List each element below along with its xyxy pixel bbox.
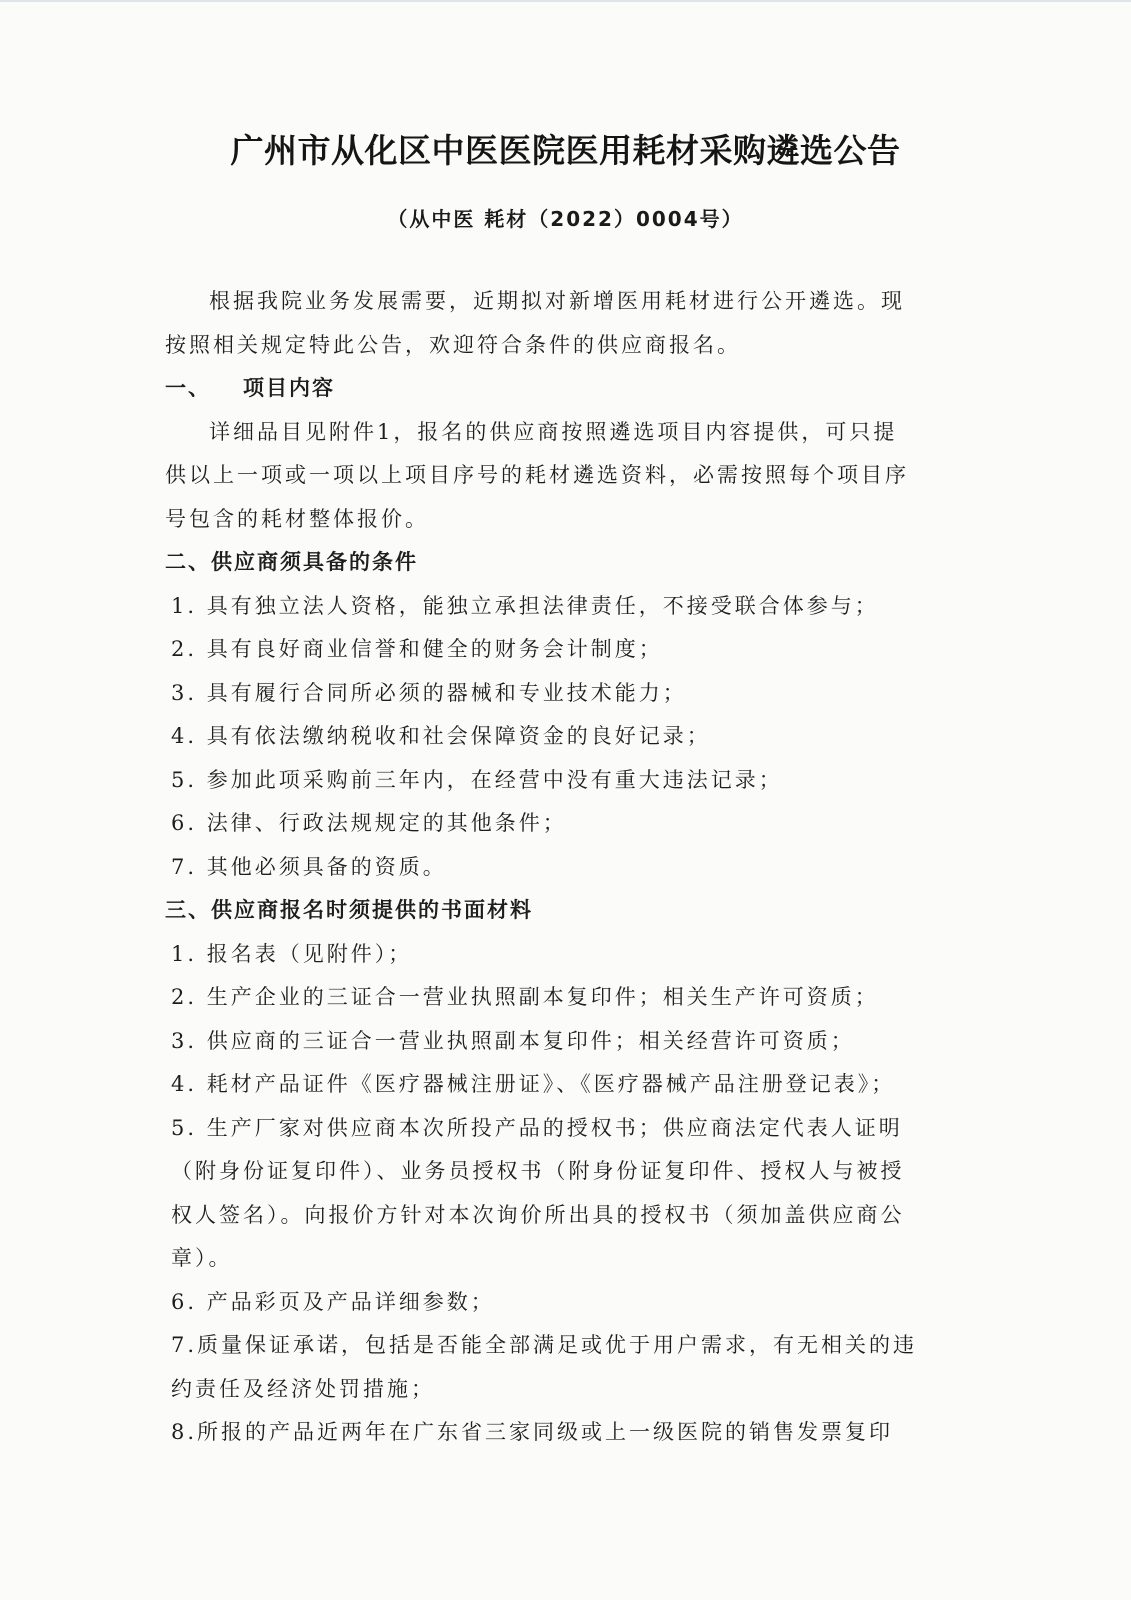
list-item: 7.质量保证承诺，包括是否能全部满足或优于用户需求，有无相关的违 bbox=[171, 1333, 918, 1357]
list-item-continued: 约责任及经济处罚措施； bbox=[171, 1376, 435, 1401]
list-item: 2. 生产企业的三证合一营业执照副本复印件；相关生产许可资质； bbox=[171, 985, 879, 1009]
list-item-continued: 章）。 bbox=[171, 1246, 233, 1270]
section-heading bbox=[165, 367, 965, 411]
list-item: 6. 产品彩页及产品详细参数； bbox=[171, 1289, 495, 1314]
intro-line: 按照相关规定特此公告，欢迎符合条件的供应商报名。 bbox=[165, 332, 741, 357]
paragraph-line: 详细品目见附件1，报名的供应商按照遴选项目内容提供，可只提 bbox=[209, 419, 898, 444]
list-item: 2. 具有良好商业信誉和健全的财务会计制度； bbox=[171, 637, 663, 661]
list-item: 5. 生产厂家对供应商本次所投产品的授权书；供应商法定代表人证明 bbox=[171, 1115, 903, 1140]
list-item: 1. 具有独立法人资格，能独立承担法律责任，不接受联合体参与； bbox=[171, 593, 879, 618]
list-item: 8.所报的产品近两年在广东省三家同级或上一级医院的销售发票复印 bbox=[171, 1420, 894, 1444]
intro-line: 根据我院业务发展需要，近期拟对新增医用耗材进行公开遴选。现 bbox=[209, 289, 905, 313]
section-heading: 三、供应商报名时须提供的书面材料 bbox=[165, 898, 533, 922]
section-title: 项目内容 bbox=[243, 376, 335, 400]
document-body bbox=[165, 280, 965, 1455]
document-number: （从中医 耗材（2022）0004号） bbox=[387, 207, 744, 231]
paragraph-line: 号包含的耗材整体报价。 bbox=[165, 506, 429, 531]
list-item: 3. 具有履行合同所必须的器械和专业技术能力； bbox=[171, 680, 687, 705]
list-item: 4. 具有依法缴纳税收和社会保障资金的良好记录； bbox=[171, 724, 711, 748]
list-item-continued: 权人签名）。向报价方针对本次询价所出具的授权书（须加盖供应商公 bbox=[171, 1202, 905, 1227]
list-item: 7. 其他必须具备的资质。 bbox=[171, 854, 447, 879]
list-item-continued: （附身份证复印件）、业务员授权书（附身份证复印件、授权人与被授 bbox=[171, 1159, 905, 1183]
list-item: 3. 供应商的三证合一营业执照副本复印件；相关经营许可资质； bbox=[171, 1028, 855, 1053]
scan-edge bbox=[0, 0, 1131, 2]
list-item: 4. 耗材产品证件《医疗器械注册证》、《医疗器械产品注册登记表》； bbox=[171, 1072, 896, 1096]
section-heading: 二、供应商须具备的条件 bbox=[165, 550, 418, 574]
list-item: 6. 法律、行政法规规定的其他条件； bbox=[171, 811, 567, 835]
section-number: 一、 bbox=[165, 376, 211, 400]
list-item: 5. 参加此项采购前三年内，在经营中没有重大违法记录； bbox=[171, 767, 783, 792]
list-item: 1. 报名表（见附件）； bbox=[171, 941, 413, 966]
document-title: 广州市从化区中医医院医用耗材采购遴选公告 bbox=[230, 131, 901, 170]
paragraph-line: 供以上一项或一项以上项目序号的耗材遴选资料，必需按照每个项目序 bbox=[165, 463, 909, 487]
